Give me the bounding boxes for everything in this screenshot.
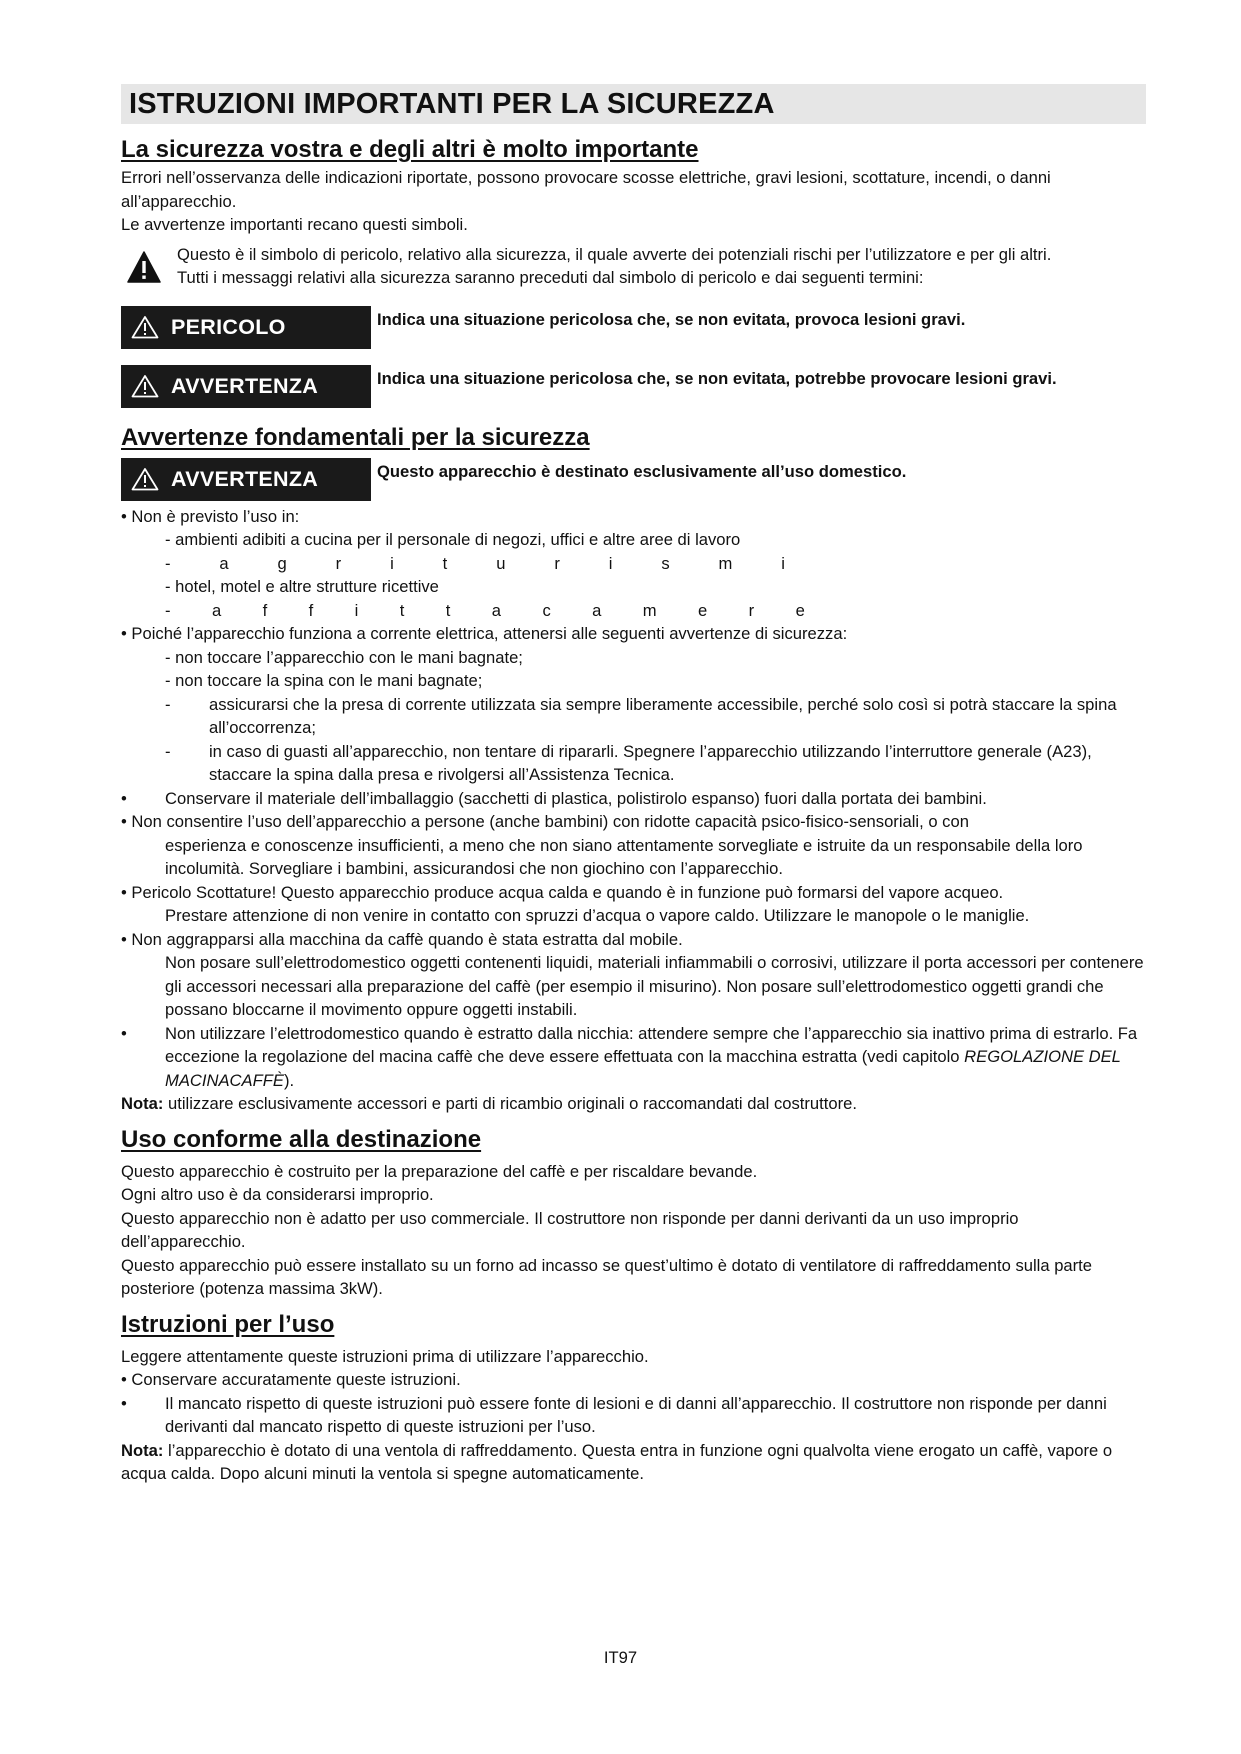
list-item: • Non aggrapparsi alla macchina da caffè quando è stata estratta dal mobile. [121,929,683,949]
paragraph: Le avvertenze importanti recano questi simboli. [121,215,468,234]
paragraph: Questo apparecchio è costruito per la preparazione del caffè e per riscaldare bevande. [121,1161,758,1181]
list-item: • Poiché l’apparecchio funziona a corrente elettrica, attenersi alle seguenti avvertenze di sicurezza: [121,624,848,643]
bullet-marker: • [121,1023,127,1043]
letter: t [445,600,451,620]
sub-list-item [121,693,1146,740]
dash-marker: - [165,741,171,761]
warning-outline-icon [131,315,159,339]
letter: u [496,553,506,573]
list-text: Conservare il materiale dell’imballaggio (sacchetti di plastica, polistirolo espanso) fuori dalla portata dei bambini. [165,788,987,808]
note-text: utilizzare esclusivamente accessori e parti di ricambio originali o raccomandati dal costruttore. [163,1094,857,1113]
paragraph: Questo apparecchio non è adatto per uso commerciale. Il costruttore non risponde per danni derivanti da un uso improprio dell’apparecchio. [121,1208,1019,1251]
list-item: • Conservare accuratamente queste istruzioni. [121,1370,461,1389]
letter: a [592,600,602,620]
letter: t [442,553,448,573]
symbol-description: Questo è il simbolo di pericolo, relativo alla sicurezza, il quale avverte dei potenziali rischi per l’utilizzatore e per gli altri. [177,244,1052,264]
note [121,1092,1146,1116]
list-item [121,1392,1146,1439]
paragraph: Ogni altro uso è da considerarsi improprio. [121,1185,434,1204]
letter: e [698,600,708,620]
pericolo-label-box [121,306,371,349]
letter: t [399,600,405,620]
letter: i [390,553,394,573]
sub-list-item-agriturismi [121,552,785,576]
bullet-marker: • [121,788,127,808]
list-text-main: Non utilizzare l’elettrodomestico quando è estratto dalla nicchia: attendere sempre che l’apparecchio sia inattivo prima di estrarlo. Fa eccezione la regolazione del macina caffè che deve essere effettuata con la macchina estratta (vedi capitolo [165,1023,1138,1066]
dash-marker: - [165,694,171,714]
avvertenza-label: AVVERTENZA [171,373,319,398]
page-content [121,84,1146,1486]
letter: f [262,600,268,620]
list-item: • Pericolo Scottature! Questo apparecchio produce acqua calda e quando è in funzione può formarsi del vapore acqueo. [121,882,1004,902]
letter: e [795,600,805,620]
letter: - [165,553,171,573]
warning-outline-icon [131,374,159,398]
symbol-description: Tutti i messaggi relativi alla sicurezza saranno preceduti dal simbolo di pericolo e dai seguenti termini: [177,268,924,287]
sub-list-text: in caso di guasti all’apparecchio, non tentare di ripararli. Spegnere l’apparecchio utilizzando l’interruttore generale (A23), staccare la spina dalla presa e rivolgersi all’Assistenza Tecnica. [209,741,1092,784]
letter: m [718,553,733,573]
paragraph: Errori nell’osservanza delle indicazioni riportate, possono provocare scosse elettriche, gravi lesioni, scottature, incendi, o danni all’apparecchio. [121,168,1051,211]
avvertenza-description: Indica una situazione pericolosa che, se non evitata, potrebbe provocare lesioni gravi. [377,368,1057,388]
section-heading-fundamental-warnings: Avvertenze fondamentali per la sicurezza [121,423,590,451]
letter: i [781,553,785,573]
paragraph: Questo apparecchio può essere installato su un forno ad incasso se quest’ultimo è dotato di ventilatore di raffreddamento sulla parte posteriore (potenza massima 3kW). [121,1255,1093,1298]
sub-list-item-affittacamere [121,599,805,623]
letter: a [211,600,222,620]
avvertenza-row-domestic [121,458,1146,501]
letter: f [308,600,314,620]
sub-list-item: - non toccare la spina con le mani bagnate; [165,671,483,690]
sub-list-item: - ambienti adibiti a cucina per il personale di negozi, uffici e altre aree di lavoro [165,530,741,549]
list-item: • Non consentire l’uso dell’apparecchio a persone (anche bambini) con ridotte capacità psico-fisico-sensoriali, o con [121,812,969,831]
avvertenza-label-box [121,365,371,408]
sub-list-text: assicurarsi che la presa di corrente utilizzata sia sempre liberamente accessibile, perché solo così si potrà staccare la spina all’occorrenza; [209,694,1117,737]
note-label: Nota: [121,1094,164,1113]
letter: m [642,600,657,620]
list-item-continuation: Non posare sull’elettrodomestico oggetti contenenti liquidi, materiali infiammabili o corrosivi, utilizzare il porta accessori per contenere gli accessori necessari alla preparazione del caffè (per esempio il misurino). Non posare sull’elettrodomestico oggetti grandi che possano bloccarne il movimento oppure oggetti instabili. [165,953,1144,1019]
note-text: l’apparecchio è dotato di una ventola di raffreddamento. Questa entra in funzione ogni qualvolta viene erogato un caffè, vapore o acqua calda. Dopo alcuni minuti la ventola si spegne automaticamente. [121,1440,1113,1483]
list-item [121,1022,1146,1093]
pericolo-description: Indica una situazione pericolosa che, se non evitata, provoca lesioni gravi. [377,309,966,329]
page-title: ISTRUZIONI IMPORTANTI PER LA SICUREZZA [121,84,1146,124]
avvertenza-label: AVVERTENZA [171,466,319,491]
letter: - [165,600,171,620]
sub-list-item: - non toccare l’apparecchio con le mani bagnate; [165,647,523,667]
chapter-reference: REGOLAZIONE DEL MACINACAFFÈ [165,1047,1121,1090]
section-heading-intended-use: Uso conforme alla destinazione [121,1125,482,1153]
list-item-continuation: esperienza e conoscenze insufficienti, a meno che non siano attentamente sorvegliate e istruite da un responsabile della loro incolumità. Sorvegliare i bambini, assicurandosi che non giochino con l’apparecchio. [165,835,1083,878]
sub-list-item: - hotel, motel e altre strutture ricettive [165,577,439,596]
list-text: Il mancato rispetto di queste istruzioni può essere fonte di lesioni e di danni all’apparecchio. Il costruttore non risponde per danni derivanti dal mancato rispetto di queste istruzioni per l’uso. [165,1393,1107,1436]
letter: a [219,553,229,573]
list-text-end: ). [283,1070,295,1090]
avvertenza-label-box [121,458,371,501]
warning-outline-icon [131,467,159,491]
page-number: IT97 [603,1648,638,1667]
letter: a [491,600,502,620]
domestic-use-description: Questo apparecchio è destinato esclusivamente all’uso domestico. [377,461,907,481]
sub-list-item [121,740,1146,787]
letter: g [277,553,287,573]
letter: r [748,600,755,620]
note-label: Nota: [121,1440,164,1460]
letter: s [661,553,670,573]
letter: i [354,600,359,620]
section-heading-instructions: Istruzioni per l’uso [121,1310,335,1338]
list-item [121,787,1146,811]
list-item: • Non è previsto l’uso in: [121,506,300,526]
pericolo-row [121,306,1146,349]
letter: r [554,553,560,573]
warning-triangle-icon [121,243,177,288]
letter: i [608,553,613,573]
section-heading-safety-importance: La sicurezza vostra e degli altri è molto importante [121,136,699,163]
paragraph: Leggere attentamente queste istruzioni prima di utilizzare l’apparecchio. [121,1346,649,1366]
danger-symbol-explanation [121,243,1146,290]
list-item-continuation: Prestare attenzione di non venire in contatto con spruzzi d’acqua o vapore caldo. Utilizzare le manopole o le maniglie. [165,906,1030,925]
list-text [165,1022,1146,1093]
note [121,1439,1146,1486]
letter: c [542,600,551,620]
pericolo-label: PERICOLO [171,314,286,339]
bullet-marker: • [121,1393,127,1413]
avvertenza-row [121,365,1146,408]
letter: r [335,553,342,573]
